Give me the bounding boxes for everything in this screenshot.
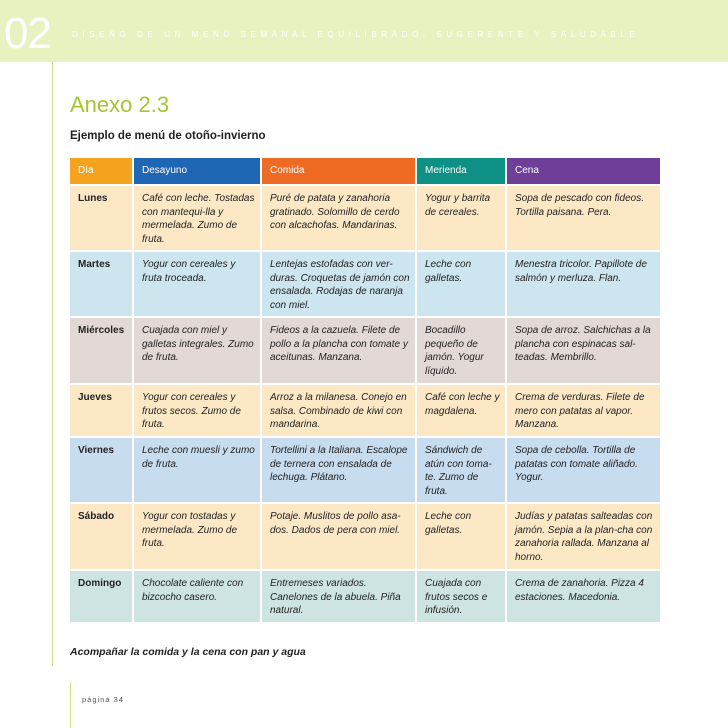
merienda-cell: Bocadillo pequeño de jamón. Yogur líquido. — [415, 318, 505, 385]
desayuno-cell: Yogur con tostadas y mermelada. Zumo de fruta. — [132, 504, 260, 571]
cena-cell: Sopa de pescado con fideos. Tortilla paisana. Pera. — [505, 186, 660, 252]
left-margin-rule — [52, 62, 53, 666]
chapter-header-band — [0, 0, 728, 62]
chapter-title: DISEÑO DE UN MENÚ SEMANAL EQUILIBRADO, SUGERENTE Y SALUDABLE — [72, 30, 640, 39]
merienda-cell: Cuajada con frutos secos e infusión. — [415, 571, 505, 624]
table-row — [70, 252, 660, 318]
merienda-cell: Yogur y barrita de cereales. — [415, 186, 505, 252]
table-row — [70, 385, 660, 438]
cena-cell: Sopa de arroz. Salchichas a la plancha con espinacas sal-teadas. Membrillo. — [505, 318, 660, 385]
comida-cell: Lentejas estofadas con ver-duras. Croquetas de jamón con ensalada. Rodajas de naranja con miel. — [260, 252, 415, 318]
table-header-row — [70, 158, 660, 186]
weekly-menu-table — [70, 158, 660, 624]
column-header-merienda: Merienda — [415, 158, 505, 186]
day-cell: Lunes — [70, 186, 132, 252]
column-header-desayuno: Desayuno — [132, 158, 260, 186]
annex-subtitle: Ejemplo de menú de otoño-invierno — [70, 130, 266, 142]
column-header-dia: Día — [70, 158, 132, 186]
day-cell: Domingo — [70, 571, 132, 624]
desayuno-cell: Yogur con cereales y frutos secos. Zumo de fruta. — [132, 385, 260, 438]
desayuno-cell: Cuajada con miel y galletas integrales. Zumo de fruta. — [132, 318, 260, 385]
table-row — [70, 318, 660, 385]
merienda-cell: Café con leche y magdalena. — [415, 385, 505, 438]
page-number-rule — [70, 682, 71, 728]
table-row — [70, 438, 660, 504]
cena-cell: Menestra tricolor. Papillote de salmón y merluza. Flan. — [505, 252, 660, 318]
merienda-cell: Leche con galletas. — [415, 504, 505, 571]
cena-cell: Crema de zanahoria. Pizza 4 estaciones. Macedonia. — [505, 571, 660, 624]
day-cell: Jueves — [70, 385, 132, 438]
cena-cell: Sopa de cebolla. Tortilla de patatas con tomate aliñado. Yogur. — [505, 438, 660, 504]
desayuno-cell: Chocolate caliente con bizcocho casero. — [132, 571, 260, 624]
comida-cell: Tortellini a la Italiana. Escalope de ternera con ensalada de lechuga. Plátano. — [260, 438, 415, 504]
page-number: página 34 — [82, 695, 124, 704]
merienda-cell: Sándwich de atún con toma-te. Zumo de fruta. — [415, 438, 505, 504]
desayuno-cell: Leche con muesli y zumo de fruta. — [132, 438, 260, 504]
table-row — [70, 186, 660, 252]
desayuno-cell: Yogur con cereales y fruta troceada. — [132, 252, 260, 318]
table-row — [70, 571, 660, 624]
cena-cell: Crema de verduras. Filete de mero con patatas al vapor. Manzana. — [505, 385, 660, 438]
merienda-cell: Leche con galletas. — [415, 252, 505, 318]
day-cell: Viernes — [70, 438, 132, 504]
cena-cell: Judías y patatas salteadas con jamón. Sepia a la plan-cha con zanahoria rallada. Manzana al horno. — [505, 504, 660, 571]
chapter-number: 02 — [4, 9, 51, 58]
comida-cell: Entremeses variados. Canelones de la abuela. Piña natural. — [260, 571, 415, 624]
annex-title: Anexo 2.3 — [70, 92, 170, 117]
comida-cell: Arroz a la milanesa. Conejo en salsa. Combinado de kiwi con mandarina. — [260, 385, 415, 438]
comida-cell: Puré de patata y zanahoria gratinado. Solomillo de cerdo con alcachofas. Mandarinas. — [260, 186, 415, 252]
column-header-comida: Comida — [260, 158, 415, 186]
desayuno-cell: Café con leche. Tostadas con mantequi-lla y mermelada. Zumo de fruta. — [132, 186, 260, 252]
footer-note: Acompañar la comida y la cena con pan y agua — [70, 646, 306, 658]
day-cell: Miércoles — [70, 318, 132, 385]
day-cell: Martes — [70, 252, 132, 318]
comida-cell: Potaje. Muslitos de pollo asa-dos. Dados de pera con miel. — [260, 504, 415, 571]
day-cell: Sábado — [70, 504, 132, 571]
column-header-cena: Cena — [505, 158, 660, 186]
table-row — [70, 504, 660, 571]
comida-cell: Fideos a la cazuela. Filete de pollo a la plancha con tomate y aceitunas. Manzana. — [260, 318, 415, 385]
